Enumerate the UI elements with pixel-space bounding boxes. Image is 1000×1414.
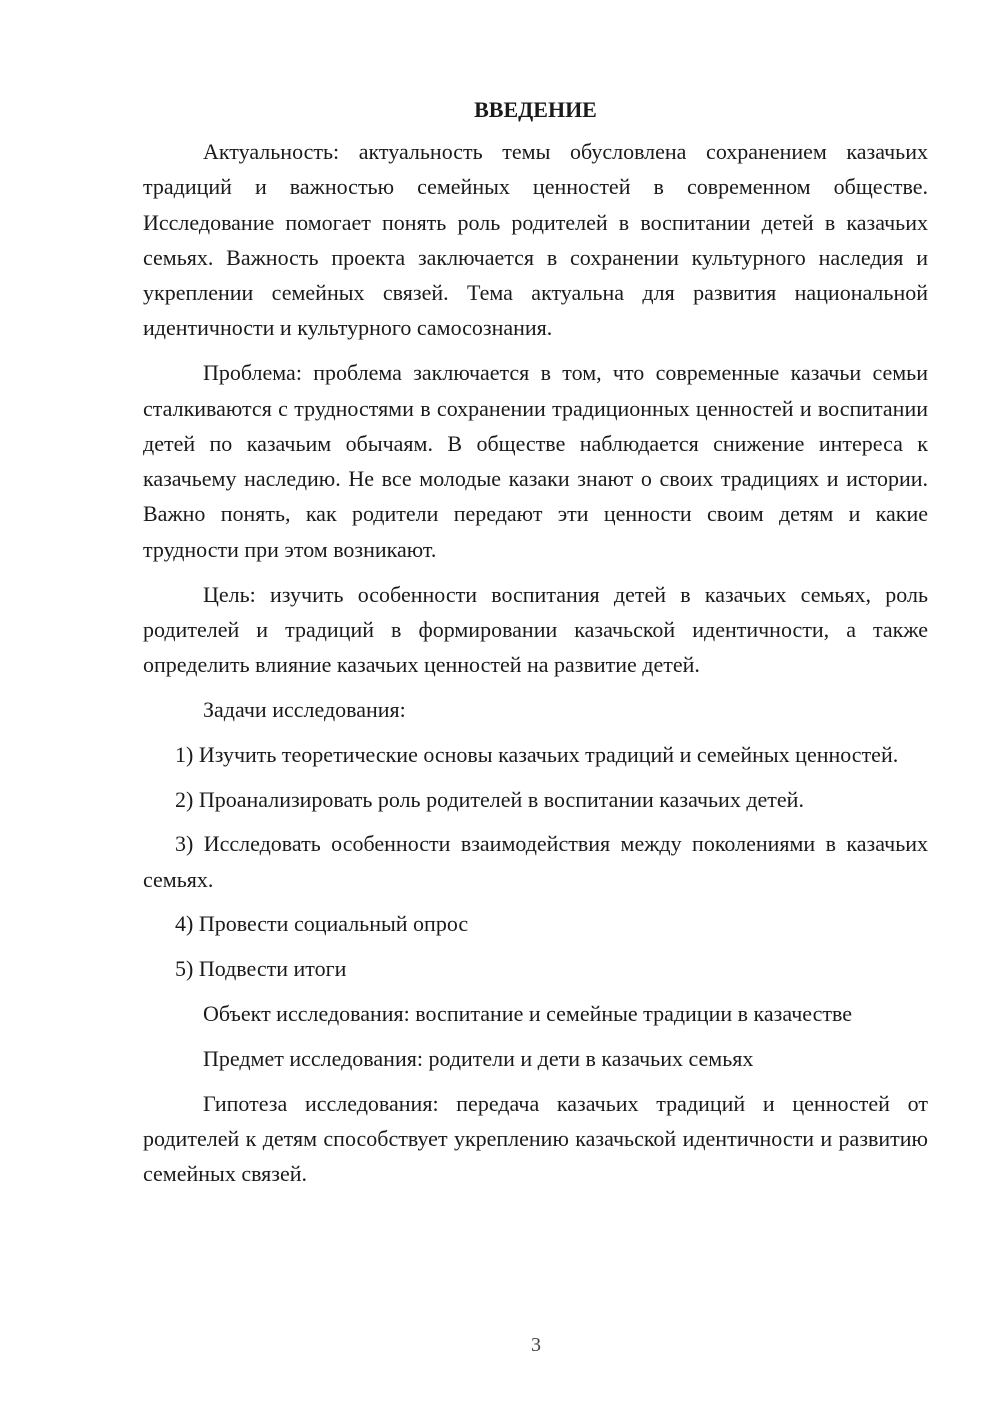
task-item-1: 1) Изучить теоретические основы казачьих традиций и семейных ценностей. bbox=[175, 741, 899, 767]
task-item-4: 4) Провести социальный опрос bbox=[175, 911, 469, 937]
problem-paragraph: Проблема: проблема заключается в том, что современные казачьи семьи сталкиваются с трудностями в сохранении традиционных ценностей и воспитании детей по казачьим обычаям. В обществе наблюдается снижение интереса к казачьему наследию. Не все молодые казаки знают о своих традициях и истории. Важно понять, как родители передают эти ценности своим детям и какие трудности при этом возникают. bbox=[143, 360, 928, 562]
tasks-label: Задачи исследования: bbox=[203, 696, 406, 722]
document-page bbox=[143, 94, 928, 1201]
task-item-2: 2) Проанализировать роль родителей в воспитании казачьих детей. bbox=[175, 786, 804, 812]
section-heading: ВВЕДЕНИЕ bbox=[474, 97, 597, 122]
subject-paragraph: Предмет исследования: родители и дети в казачьих семьях bbox=[203, 1045, 754, 1071]
object-paragraph: Объект исследования: воспитание и семейные традиции в казачестве bbox=[203, 1001, 852, 1027]
hypothesis-paragraph: Гипотеза исследования: передача казачьих традиций и ценностей от родителей к детям способствует укреплению казачьской идентичности и развитию семейных связей. bbox=[143, 1090, 928, 1187]
task-item-5: 5) Подвести итоги bbox=[175, 956, 347, 982]
page-number: 3 bbox=[531, 1334, 541, 1356]
goal-paragraph: Цель: изучить особенности воспитания детей в казачьих семьях, роль родителей и традиций в формировании казачьской идентичности, а также определить влияние казачьих ценностей на развитие детей. bbox=[143, 581, 928, 678]
task-item-3: 3) Исследовать особенности взаимодействия между поколениями в казачьих семьях. bbox=[143, 831, 928, 892]
relevance-paragraph: Актуальность: актуальность темы обусловлена сохранением казачьих традиций и важностью семейных ценностей в современном обществе. Исследование помогает понять роль родителей в воспитании детей в казачьих семьях. Важность проекта заключается в сохранении культурного наследия и укреплении семейных связей. Тема актуальна для развития национальной идентичности и культурного самосознания. bbox=[143, 139, 928, 341]
